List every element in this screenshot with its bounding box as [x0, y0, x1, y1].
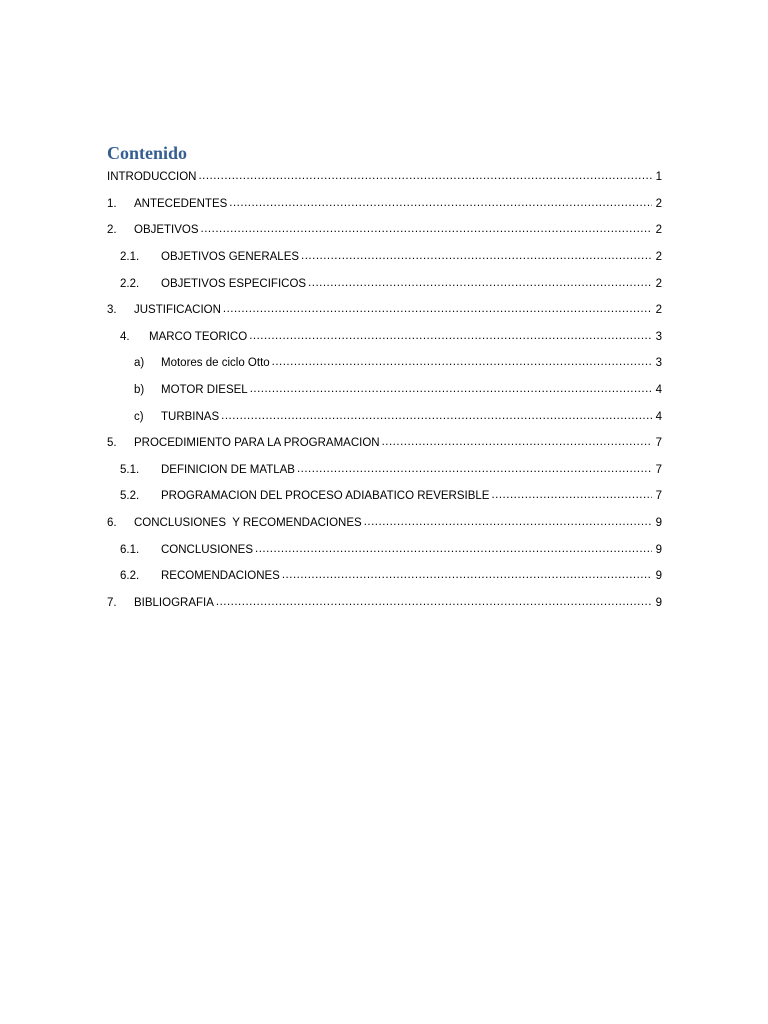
toc-page-number: 7 — [655, 490, 662, 503]
toc-entry-text: INTRODUCCION — [107, 171, 197, 184]
toc-entry-text: ANTECEDENTES — [134, 197, 228, 210]
toc-page-number: 2 — [655, 304, 662, 317]
toc-entry-conclusiones[interactable] — [107, 536, 662, 563]
toc-entry-justificacion[interactable] — [107, 297, 662, 324]
toc-leader-dots — [382, 437, 652, 449]
toc-leader-dots — [229, 198, 652, 210]
toc-page-number: 2 — [655, 251, 662, 264]
toc-entry-number: 6. — [107, 517, 117, 530]
toc-page-number: 9 — [655, 596, 662, 609]
toc-entry-procedimiento[interactable] — [107, 430, 662, 457]
toc-leader-dots — [301, 251, 652, 263]
toc-entry-text: JUSTIFICACION — [134, 304, 221, 317]
toc-entry-number: 5. — [107, 437, 117, 450]
toc-entry-turbinas[interactable] — [107, 403, 662, 430]
toc-entry-introduccion[interactable] — [107, 164, 662, 191]
toc-entry-number: a) — [134, 357, 145, 370]
toc-leader-dots — [282, 570, 652, 582]
toc-page-number: 7 — [655, 437, 662, 450]
toc-entry-text: DEFINICION DE MATLAB — [161, 463, 295, 476]
toc-page-number: 2 — [655, 197, 662, 210]
toc-entry-text: OBJETIVOS — [134, 224, 199, 237]
toc-entry-text: RECOMENDACIONES — [161, 570, 280, 583]
toc-entry-text: MARCO TEORICO — [149, 330, 248, 343]
toc-entry-text: OBJETIVOS ESPECIFICOS — [161, 277, 307, 290]
toc-entry-objetivos-generales[interactable] — [107, 244, 662, 271]
toc-leader-dots — [255, 544, 652, 556]
toc-leader-dots — [198, 171, 652, 183]
toc-entry-number: 6.2. — [120, 570, 140, 583]
toc-page-number: 9 — [655, 517, 662, 530]
toc-entry-text: TURBINAS — [161, 410, 220, 423]
toc-entry-number: 4. — [120, 330, 130, 343]
toc-entry-number: 2.2. — [120, 277, 140, 290]
toc-entry-number: 2. — [107, 224, 117, 237]
toc-entry-number: c) — [134, 410, 144, 423]
toc-entry-number: b) — [134, 384, 145, 397]
toc-entry-text: BIBLIOGRAFIA — [134, 596, 214, 609]
toc-entry-recomendaciones[interactable] — [107, 563, 662, 590]
toc-entry-text: Motores de ciclo Otto — [161, 357, 270, 370]
toc-entry-objetivos[interactable] — [107, 217, 662, 244]
toc-entry-number: 2.1. — [120, 251, 140, 264]
toc-leader-dots — [308, 278, 652, 290]
toc-entry-text: CONCLUSIONES — [161, 543, 254, 556]
toc-entry-motores-ciclo-otto[interactable] — [107, 350, 662, 377]
toc-entry-objetivos-especificos[interactable] — [107, 270, 662, 297]
toc-entry-number: 3. — [107, 304, 117, 317]
toc-page-number: 2 — [655, 224, 662, 237]
toc-leader-dots — [272, 357, 652, 369]
toc-page-number: 4 — [655, 410, 662, 423]
toc-entry-programacion-proceso[interactable] — [107, 483, 662, 510]
toc-entry-text: PROCEDIMIENTO PARA LA PROGRAMACION — [134, 437, 380, 450]
toc-leader-dots — [364, 517, 652, 529]
toc-entry-number: 1. — [107, 197, 117, 210]
toc-leader-dots — [201, 224, 652, 236]
toc-page-number: 9 — [655, 543, 662, 556]
toc-page-number: 9 — [655, 570, 662, 583]
toc-page-number: 1 — [655, 171, 662, 184]
toc-entry-text: PROGRAMACION DEL PROCESO ADIABATICO REVERSIBLE — [161, 490, 490, 503]
toc-entry-number: 6.1. — [120, 543, 140, 556]
toc-page-number: 4 — [655, 384, 662, 397]
toc-entry-number: 5.1. — [120, 463, 140, 476]
toc-entry-text: MOTOR DIESEL — [161, 384, 248, 397]
toc-page-number: 3 — [655, 357, 662, 370]
toc-leader-dots — [216, 597, 652, 609]
toc-page-number: 2 — [655, 277, 662, 290]
toc-title: Contenido — [107, 143, 188, 163]
toc-entry-text: CONCLUSIONES Y RECOMENDACIONES — [134, 517, 362, 530]
table-of-contents — [107, 164, 662, 616]
toc-leader-dots — [491, 490, 652, 502]
toc-leader-dots — [249, 331, 652, 343]
toc-entry-number: 7. — [107, 596, 117, 609]
toc-page-number: 7 — [655, 463, 662, 476]
toc-entry-text: OBJETIVOS GENERALES — [161, 251, 300, 264]
toc-entry-motor-diesel[interactable] — [107, 377, 662, 404]
toc-page-number: 3 — [655, 330, 662, 343]
toc-entry-marco-teorico[interactable] — [107, 324, 662, 351]
toc-entry-definicion-matlab[interactable] — [107, 457, 662, 484]
toc-leader-dots — [223, 304, 652, 316]
toc-leader-dots — [250, 384, 652, 396]
toc-entry-bibliografia[interactable] — [107, 590, 662, 617]
toc-entry-number: 5.2. — [120, 490, 140, 503]
toc-leader-dots — [221, 411, 652, 423]
toc-leader-dots — [297, 464, 652, 476]
toc-entry-antecedentes[interactable] — [107, 191, 662, 218]
toc-entry-conclusiones-recomendaciones[interactable] — [107, 510, 662, 537]
